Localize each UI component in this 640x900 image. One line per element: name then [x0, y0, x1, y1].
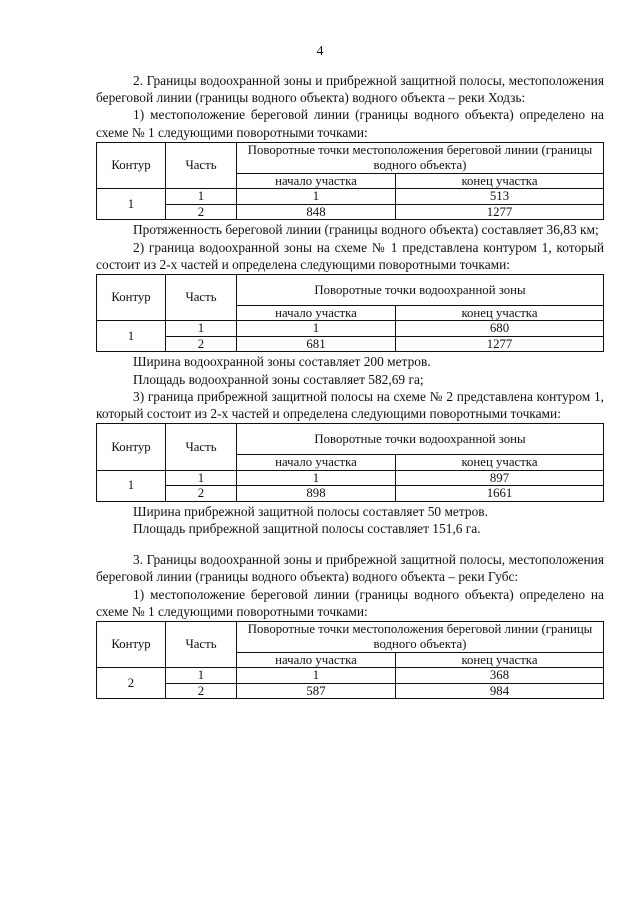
coastal-strip-points-table	[96, 423, 604, 502]
paragraph: 1) местоположение береговой линии (границы водного объекта) определено на схеме № 1 следующими поворотными точками:	[96, 586, 604, 619]
cell-start: 587	[237, 683, 396, 699]
cell-start: 1	[237, 321, 396, 337]
paragraph: 2) граница водоохранной зоны на схеме № 1 представлена контуром 1, который состоит из 2-х частей и определена следующими поворотными точками:	[96, 239, 604, 272]
cell-start: 848	[237, 204, 396, 220]
cell-start: 1	[237, 470, 396, 486]
table-row	[97, 321, 604, 337]
table-row	[97, 204, 604, 220]
col-header-end: конец участка	[396, 305, 604, 321]
col-header-part: Часть	[166, 621, 237, 668]
cell-end: 680	[396, 321, 604, 337]
paragraph: 1) местоположение береговой линии (границы водного объекта) определено на схеме № 1 следующими поворотными точками:	[96, 107, 604, 140]
cell-end: 1661	[396, 486, 604, 502]
cell-contour: 1	[97, 321, 166, 352]
col-header-part: Часть	[166, 424, 237, 471]
cell-end: 897	[396, 470, 604, 486]
col-header-contour: Контур	[97, 274, 166, 321]
table-row	[97, 470, 604, 486]
col-header-start: начало участка	[237, 455, 396, 471]
paragraph: Площадь водоохранной зоны составляет 582,69 га;	[133, 371, 424, 387]
table-row	[97, 683, 604, 699]
cell-part: 2	[166, 683, 237, 699]
table-row	[97, 486, 604, 502]
col-header-group: Поворотные точки водоохранной зоны	[237, 424, 604, 455]
cell-end: 1277	[396, 204, 604, 220]
cell-part: 1	[166, 668, 237, 684]
cell-end: 984	[396, 683, 604, 699]
col-header-start: начало участка	[237, 652, 396, 668]
table-row	[97, 336, 604, 352]
col-header-contour: Контур	[97, 142, 166, 189]
cell-start: 898	[237, 486, 396, 502]
shoreline-points-table	[96, 142, 604, 221]
col-header-end: конец участка	[396, 173, 604, 189]
document-body	[96, 72, 604, 700]
cell-part: 2	[166, 204, 237, 220]
cell-part: 2	[166, 486, 237, 502]
table-row	[97, 668, 604, 684]
section-heading: 3. Границы водоохранной зоны и прибрежной защитной полосы, местоположения береговой линии (границы водного объекта) водного объекта – реки Губс:	[96, 552, 604, 585]
section-gap	[96, 537, 604, 551]
cell-part: 1	[166, 321, 237, 337]
water-zone-points-table	[96, 274, 604, 353]
col-header-end: конец участка	[396, 652, 604, 668]
cell-part: 1	[166, 470, 237, 486]
cell-contour: 1	[97, 189, 166, 220]
shoreline-points-table-gubs	[96, 621, 604, 700]
col-header-group: Поворотные точки местоположения береговой линии (границы водного объекта)	[237, 142, 604, 173]
cell-part: 2	[166, 336, 237, 352]
cell-start: 1	[237, 668, 396, 684]
col-header-end: конец участка	[396, 455, 604, 471]
cell-end: 513	[396, 189, 604, 205]
col-header-contour: Контур	[97, 621, 166, 668]
cell-end: 368	[396, 668, 604, 684]
section-heading: 2. Границы водоохранной зоны и прибрежной защитной полосы, местоположения береговой линии (границы водного объекта) водного объекта – реки Ходзь:	[96, 73, 604, 106]
col-header-start: начало участка	[237, 173, 396, 189]
cell-contour: 2	[97, 668, 166, 699]
col-header-contour: Контур	[97, 424, 166, 471]
col-header-group: Поворотные точки местоположения береговой линии (границы водного объекта)	[237, 621, 604, 652]
cell-start: 681	[237, 336, 396, 352]
cell-contour: 1	[97, 470, 166, 501]
paragraph: Протяженность береговой линии (границы водного объекта) составляет 36,83 км;	[133, 222, 599, 238]
paragraph: Ширина прибрежной защитной полосы составляет 50 метров.	[133, 503, 488, 519]
col-header-part: Часть	[166, 274, 237, 321]
cell-start: 1	[237, 189, 396, 205]
col-header-part: Часть	[166, 142, 237, 189]
col-header-start: начало участка	[237, 305, 396, 321]
cell-part: 1	[166, 189, 237, 205]
paragraph: Ширина водоохранной зоны составляет 200 метров.	[133, 354, 431, 370]
cell-end: 1277	[396, 336, 604, 352]
page-number: 4	[316, 44, 324, 59]
paragraph: Площадь прибрежной защитной полосы составляет 151,6 га.	[133, 520, 481, 536]
col-header-group: Поворотные точки водоохранной зоны	[237, 274, 604, 305]
paragraph: 3) граница прибрежной защитной полосы на схеме № 2 представлена контуром 1, который состоит из 2-х частей и определена следующими поворотными точками:	[96, 388, 604, 422]
table-row	[97, 189, 604, 205]
